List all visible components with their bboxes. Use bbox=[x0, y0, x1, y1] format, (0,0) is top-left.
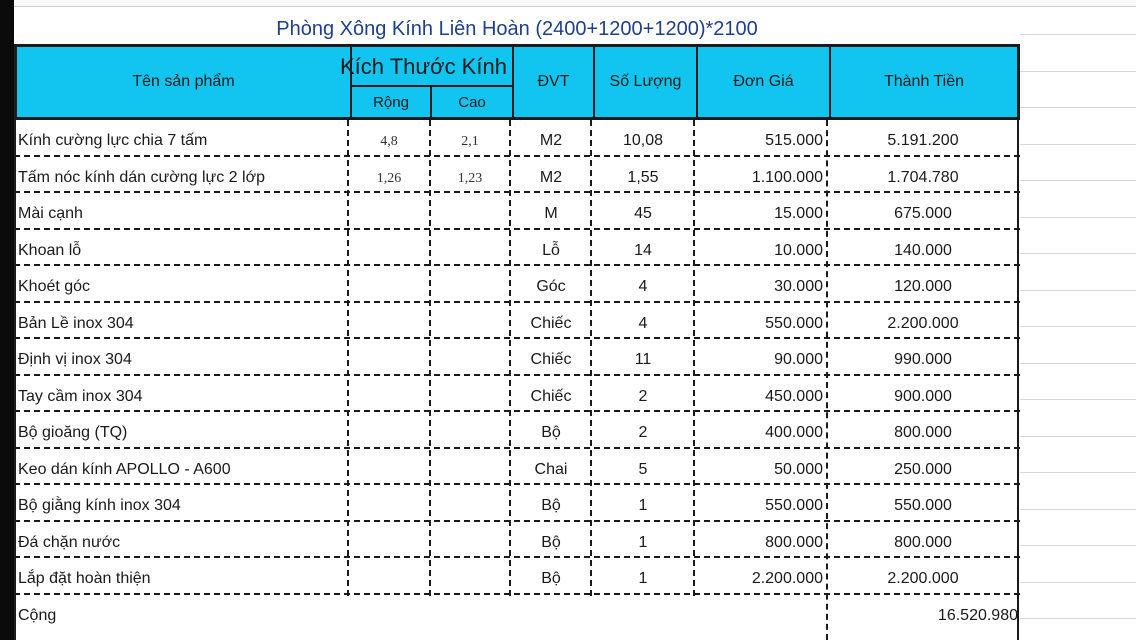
cell-h[interactable]: 2,1 bbox=[461, 134, 479, 149]
cell-h[interactable] bbox=[430, 303, 510, 337]
grid-line bbox=[1020, 436, 1136, 437]
cell-name[interactable]: Kính cường lực chia 7 tấm bbox=[18, 132, 208, 149]
col-divider bbox=[590, 120, 592, 596]
cell-w[interactable] bbox=[349, 266, 429, 300]
cell-qty[interactable]: 5 bbox=[638, 460, 648, 478]
cell-total[interactable]: 990.000 bbox=[894, 351, 952, 368]
cell-total[interactable]: 675.000 bbox=[894, 205, 952, 222]
grid-line bbox=[1020, 217, 1136, 218]
col-divider bbox=[429, 120, 431, 596]
grid-line bbox=[1020, 399, 1136, 400]
cell-total[interactable]: 2.200.000 bbox=[887, 314, 959, 332]
col-divider bbox=[826, 120, 828, 640]
cell-total[interactable]: 550.000 bbox=[894, 497, 952, 514]
grid-line bbox=[1020, 107, 1136, 108]
cell-total[interactable]: 900.000 bbox=[894, 387, 952, 405]
cell-total[interactable]: 800.000 bbox=[894, 533, 952, 551]
spreadsheet-empty-grid bbox=[1020, 6, 1136, 640]
col-divider bbox=[693, 120, 695, 596]
cell-name[interactable]: Bộ gioăng (TQ) bbox=[18, 424, 128, 441]
cell-h[interactable] bbox=[430, 412, 510, 446]
cell-total[interactable]: 1.704.780 bbox=[887, 168, 959, 186]
cell-name[interactable]: Bản Lề inox 304 bbox=[18, 314, 134, 332]
cell-h[interactable] bbox=[430, 485, 510, 519]
grid-line bbox=[1020, 326, 1136, 327]
cell-unit[interactable]: Bộ bbox=[541, 570, 561, 587]
cell-total[interactable]: 5.191.200 bbox=[887, 132, 959, 149]
cell-unit[interactable]: M2 bbox=[539, 168, 563, 186]
cell-unit[interactable]: Lỗ bbox=[542, 241, 560, 259]
quote-table bbox=[14, 44, 1020, 640]
cell-w[interactable] bbox=[349, 376, 429, 410]
cell-w[interactable] bbox=[349, 485, 429, 519]
cell-w[interactable]: 4,8 bbox=[380, 134, 398, 149]
table-row[interactable] bbox=[14, 558, 1020, 595]
cell-total[interactable]: 800.000 bbox=[894, 424, 952, 441]
table-row[interactable] bbox=[14, 449, 1020, 486]
cell-h[interactable]: 1,23 bbox=[457, 170, 483, 186]
cell-unit[interactable]: Bộ bbox=[541, 424, 561, 441]
cell-w[interactable] bbox=[349, 303, 429, 337]
cell-h[interactable] bbox=[430, 230, 510, 264]
cell-name[interactable]: Mài cạnh bbox=[18, 205, 83, 222]
cell-price[interactable]: 550.000 bbox=[765, 314, 823, 332]
grid-line bbox=[1020, 509, 1136, 510]
header-unit[interactable]: ĐVT bbox=[512, 47, 593, 117]
sum-row[interactable] bbox=[14, 595, 1020, 635]
cell-h[interactable] bbox=[430, 449, 510, 483]
table-row[interactable] bbox=[14, 193, 1020, 230]
col-divider bbox=[347, 120, 349, 596]
table-row[interactable] bbox=[14, 157, 1020, 194]
cell-unit[interactable]: Bộ bbox=[541, 533, 561, 551]
grid-line bbox=[1020, 180, 1136, 181]
spreadsheet-top-strip bbox=[14, 0, 1136, 7]
cell-price[interactable]: 90.000 bbox=[774, 351, 823, 368]
col-divider bbox=[509, 120, 511, 596]
cell-price[interactable]: 30.000 bbox=[774, 278, 823, 295]
table-row[interactable] bbox=[14, 303, 1020, 340]
grid-line bbox=[1020, 144, 1136, 145]
grid-line bbox=[1020, 363, 1136, 364]
header-qty[interactable]: Số Lượng bbox=[593, 47, 696, 117]
cell-total[interactable]: 2.200.000 bbox=[887, 570, 959, 587]
cell-qty[interactable]: 4 bbox=[638, 314, 648, 332]
grid-line bbox=[1020, 253, 1136, 254]
grid-line bbox=[1020, 472, 1136, 473]
cell-h[interactable] bbox=[430, 193, 510, 227]
cell-qty[interactable]: 2 bbox=[638, 424, 648, 441]
cell-w[interactable] bbox=[349, 449, 429, 483]
cell-qty[interactable]: 14 bbox=[634, 241, 652, 259]
cell-unit[interactable]: Góc bbox=[536, 278, 566, 295]
table-row[interactable] bbox=[14, 412, 1020, 449]
cell-unit[interactable]: Bộ bbox=[541, 497, 561, 514]
cell-w[interactable]: 1,26 bbox=[376, 170, 402, 186]
cell-price[interactable]: 10.000 bbox=[774, 241, 823, 259]
cell-qty[interactable]: 4 bbox=[638, 278, 648, 295]
grid-line bbox=[1020, 545, 1136, 546]
cell-total[interactable]: 140.000 bbox=[894, 241, 952, 259]
table-row[interactable] bbox=[14, 485, 1020, 522]
cell-unit[interactable]: M bbox=[544, 205, 558, 222]
cell-h[interactable] bbox=[430, 376, 510, 410]
cell-unit[interactable]: M2 bbox=[539, 132, 563, 149]
cell-name[interactable]: Lắp đặt hoàn thiện bbox=[18, 570, 151, 587]
cell-qty[interactable]: 1,55 bbox=[627, 168, 659, 186]
cell-name[interactable]: Tấm nóc kính dán cường lực 2 lớp bbox=[18, 168, 265, 186]
grid-line bbox=[1020, 34, 1136, 35]
cell-price[interactable]: 515.000 bbox=[765, 132, 823, 149]
cell-qty[interactable]: 11 bbox=[634, 351, 652, 368]
header-width[interactable]: Rộng bbox=[350, 85, 432, 117]
cell-price[interactable]: 1.100.000 bbox=[751, 168, 823, 186]
cell-name[interactable]: Tay cầm inox 304 bbox=[18, 387, 143, 405]
cell-price[interactable]: 2.200.000 bbox=[751, 570, 823, 587]
cell-price[interactable]: 15.000 bbox=[774, 205, 823, 222]
cell-h[interactable] bbox=[430, 339, 510, 373]
table-row[interactable] bbox=[14, 376, 1020, 413]
sheet-title: Phòng Xông Kính Liên Hoàn (2400+1200+1200)*2100 bbox=[276, 18, 758, 40]
cell-w[interactable] bbox=[349, 193, 429, 227]
right-border bbox=[1017, 120, 1019, 640]
table-row[interactable] bbox=[14, 120, 1020, 157]
sum-label: Cộng bbox=[18, 606, 57, 624]
cell-name[interactable]: Bộ giằng kính inox 304 bbox=[18, 497, 181, 514]
cell-unit[interactable]: Chiếc bbox=[530, 351, 572, 368]
cell-h[interactable] bbox=[430, 266, 510, 300]
cell-w[interactable] bbox=[349, 339, 429, 373]
cell-unit[interactable]: Chiếc bbox=[530, 387, 572, 405]
header-total[interactable]: Thành Tiền bbox=[829, 47, 1017, 117]
window-frame-left bbox=[0, 0, 14, 640]
cell-h[interactable] bbox=[430, 522, 510, 556]
header-height[interactable]: Cao bbox=[432, 85, 512, 117]
cell-qty[interactable]: 1 bbox=[638, 497, 648, 514]
cell-total[interactable]: 120.000 bbox=[894, 278, 952, 295]
grid-line bbox=[1020, 582, 1136, 583]
cell-qty[interactable]: 45 bbox=[634, 205, 652, 222]
cell-w[interactable] bbox=[349, 558, 429, 592]
cell-price[interactable]: 450.000 bbox=[765, 387, 823, 405]
cell-name[interactable]: Keo dán kính APOLLO - A600 bbox=[18, 460, 231, 478]
table-row[interactable] bbox=[14, 230, 1020, 267]
cell-name[interactable]: Đá chặn nước bbox=[18, 533, 121, 551]
left-border bbox=[14, 120, 16, 640]
cell-price[interactable]: 800.000 bbox=[765, 533, 823, 551]
grid-line bbox=[1020, 618, 1136, 619]
cell-qty[interactable]: 1 bbox=[638, 570, 648, 587]
cell-total[interactable]: 250.000 bbox=[894, 460, 952, 478]
table-header bbox=[14, 44, 1020, 120]
cell-unit[interactable]: Chiếc bbox=[530, 314, 572, 332]
table-row[interactable] bbox=[14, 266, 1020, 303]
cell-name[interactable]: Khoét góc bbox=[18, 278, 91, 295]
cell-name[interactable]: Định vị inox 304 bbox=[18, 351, 132, 368]
cell-unit[interactable]: Chai bbox=[534, 460, 568, 478]
table-row[interactable] bbox=[14, 339, 1020, 376]
cell-price[interactable]: 550.000 bbox=[765, 497, 823, 514]
sum-total[interactable]: 16.520.980 bbox=[937, 606, 1018, 624]
table-row[interactable] bbox=[14, 522, 1020, 559]
header-size-title: Kích Thước Kính bbox=[340, 54, 507, 79]
cell-qty[interactable]: 2 bbox=[638, 387, 648, 405]
header-product[interactable]: Tên sản phẩm bbox=[132, 73, 235, 90]
cell-w[interactable] bbox=[349, 522, 429, 556]
grid-line bbox=[1020, 290, 1136, 291]
cell-w[interactable] bbox=[349, 230, 429, 264]
cell-price[interactable]: 400.000 bbox=[765, 424, 823, 441]
cell-h[interactable] bbox=[430, 558, 510, 592]
cell-qty[interactable]: 1 bbox=[638, 533, 648, 551]
cell-w[interactable] bbox=[349, 412, 429, 446]
cell-qty[interactable]: 10,08 bbox=[622, 132, 664, 149]
grid-line bbox=[1020, 71, 1136, 72]
cell-name[interactable]: Khoan lỗ bbox=[18, 241, 82, 259]
header-price[interactable]: Đơn Giá bbox=[696, 47, 829, 117]
cell-price[interactable]: 50.000 bbox=[774, 460, 823, 478]
